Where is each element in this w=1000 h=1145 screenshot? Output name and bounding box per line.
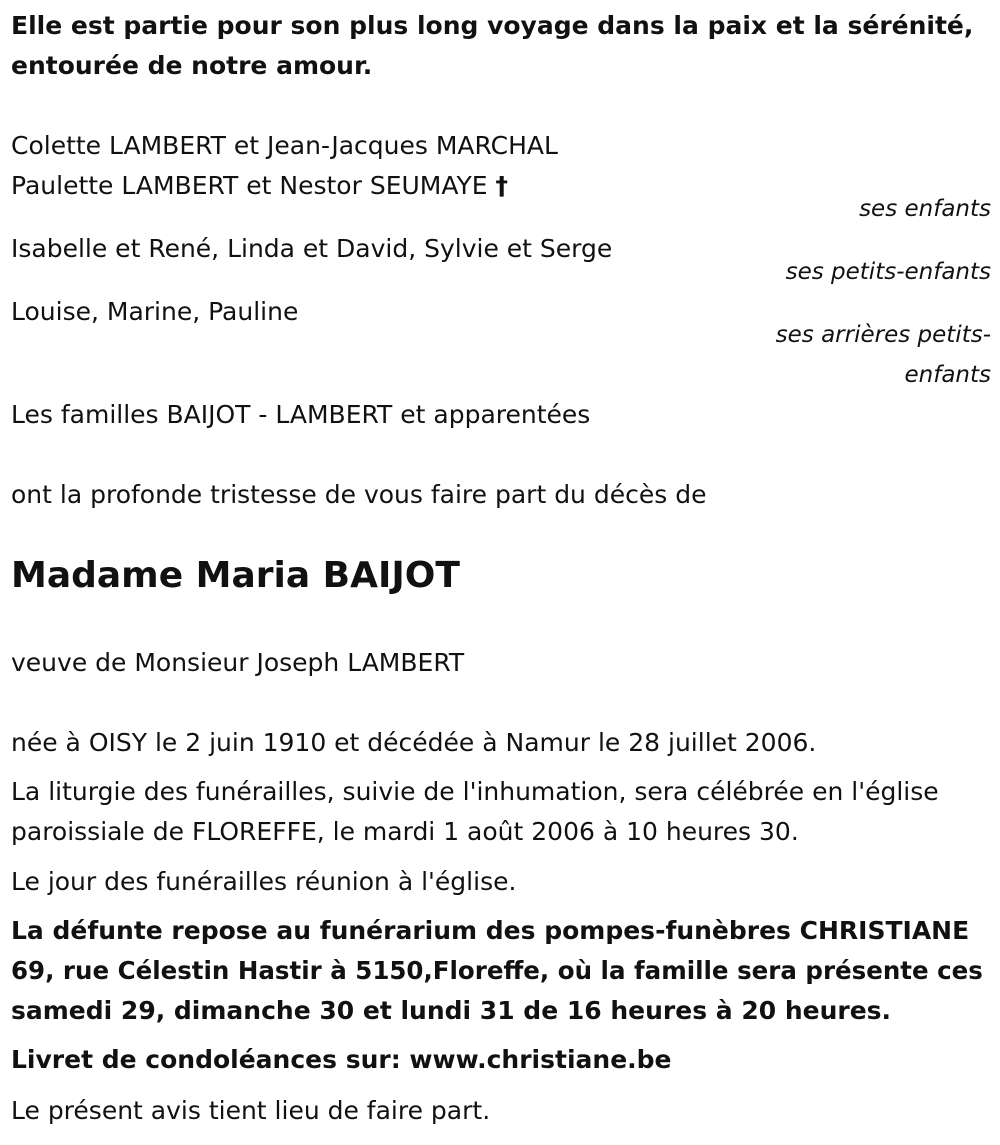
grandchildren-role: ses petits-enfants — [785, 259, 991, 285]
great-grandchildren-role-line-2: enfants — [904, 362, 991, 388]
children-role: ses enfants — [859, 196, 991, 222]
condolences-label: Livret de condoléances sur: — [11, 1045, 410, 1074]
repose-line-3: samedi 29, dimanche 30 et lundi 31 de 16 heures à 20 heures. — [11, 996, 892, 1025]
condolences-link[interactable]: www.christiane.be — [409, 1045, 672, 1074]
cross-icon: † — [495, 171, 509, 200]
intro-line-1: Elle est partie pour son plus long voyage dans la paix et la sérénité, — [11, 11, 974, 40]
children-line-2 — [11, 166, 508, 206]
children-line-1: Colette LAMBERT et Jean-Jacques MARCHAL — [11, 131, 558, 160]
announcement-line: ont la profonde tristesse de vous faire part du décès de — [11, 480, 707, 509]
intro-line-2: entourée de notre amour. — [11, 51, 373, 80]
birth-death-line: née à OISY le 2 juin 1910 et décédée à Namur le 28 juillet 2006. — [11, 728, 817, 757]
condolences-line — [11, 1040, 672, 1080]
deceased-name: Madame Maria BAIJOT — [11, 555, 460, 596]
repose-line-1: La défunte repose au funérarium des pompes-funèbres CHRISTIANE — [11, 916, 970, 945]
children-line-2-text: Paulette LAMBERT et Nestor SEUMAYE — [11, 171, 488, 200]
grandchildren-names: Isabelle et René, Linda et David, Sylvie et Serge — [11, 234, 613, 263]
repose-line-2: 69, rue Célestin Hastir à 5150,Floreffe, où la famille sera présente ces — [11, 956, 983, 985]
widow-of-line: veuve de Monsieur Joseph LAMBERT — [11, 648, 465, 677]
notice-line: Le présent avis tient lieu de faire part. — [11, 1096, 491, 1125]
liturgy-line-1: La liturgie des funérailles, suivie de l'inhumation, sera célébrée en l'église — [11, 777, 939, 806]
great-grandchildren-role-line-1: ses arrières petits- — [775, 322, 991, 348]
families-line: Les familles BAIJOT - LAMBERT et apparentées — [11, 400, 591, 429]
great-grandchildren-names: Louise, Marine, Pauline — [11, 297, 299, 326]
liturgy-line-2: paroissiale de FLOREFFE, le mardi 1 août 2006 à 10 heures 30. — [11, 817, 799, 846]
meeting-line: Le jour des funérailles réunion à l'église. — [11, 867, 517, 896]
